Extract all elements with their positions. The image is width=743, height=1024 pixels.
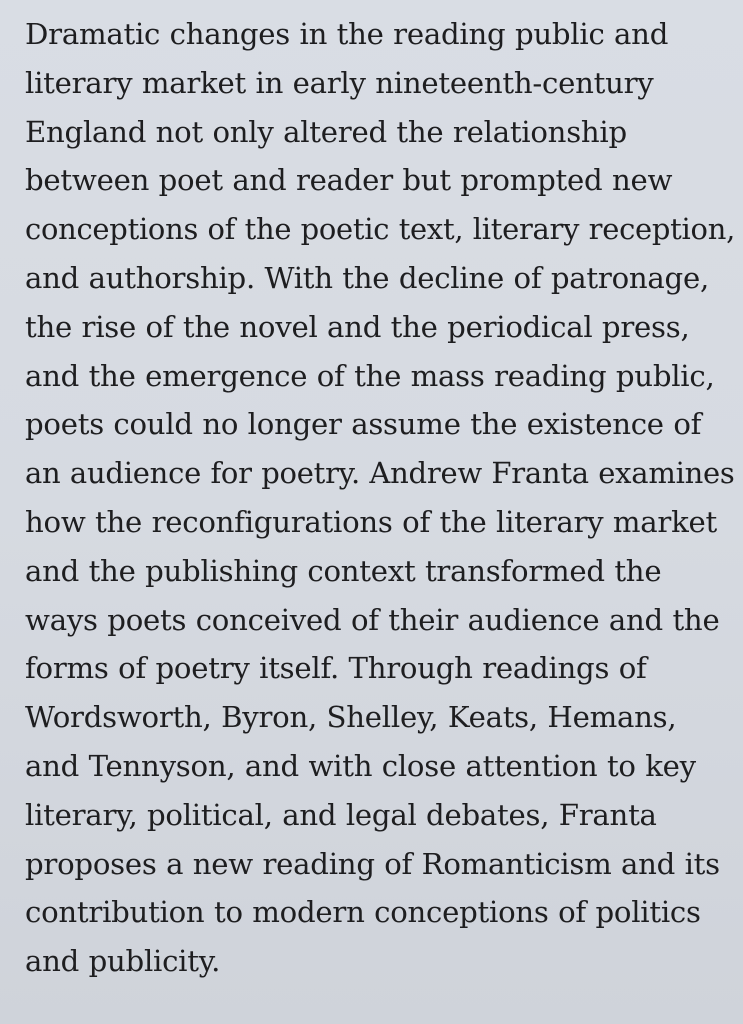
text-line: an audience for poetry. Andrew Franta examines bbox=[25, 456, 735, 491]
text-line: poets could no longer assume the existence of bbox=[25, 407, 702, 442]
text-line: Dramatic changes in the reading public and bbox=[25, 17, 669, 51]
text-line: between poet and reader but prompted new bbox=[25, 163, 673, 198]
text-line: forms of poetry itself. Through readings of bbox=[25, 651, 647, 686]
text-line: literary, political, and legal debates, Franta bbox=[25, 797, 657, 832]
text-line: ways poets conceived of their audience and the bbox=[25, 602, 720, 637]
text-line: and Tennyson, and with close attention to key bbox=[25, 748, 696, 783]
text-line: conceptions of the poetic text, literary reception, bbox=[25, 212, 736, 247]
text-line: and the emergence of the mass reading public, bbox=[25, 358, 715, 393]
text-line: and the publishing context transformed the bbox=[25, 553, 662, 588]
text-line: proposes a new reading of Romanticism and its bbox=[25, 846, 720, 881]
text-line: England not only altered the relationship bbox=[25, 114, 627, 149]
text-line: Wordsworth, Byron, Shelley, Keats, Hemans, bbox=[25, 700, 677, 735]
text-line: how the reconfigurations of the literary market bbox=[25, 504, 718, 539]
text-line: literary market in early nineteenth-century bbox=[25, 65, 654, 100]
text-line: and authorship. With the decline of patronage, bbox=[25, 260, 709, 295]
text-line: the rise of the novel and the periodical press, bbox=[25, 309, 690, 344]
text-line: and publicity. bbox=[25, 944, 221, 979]
book-description-paragraph bbox=[25, 10, 743, 986]
text-line: contribution to modern conceptions of politics bbox=[25, 895, 701, 930]
